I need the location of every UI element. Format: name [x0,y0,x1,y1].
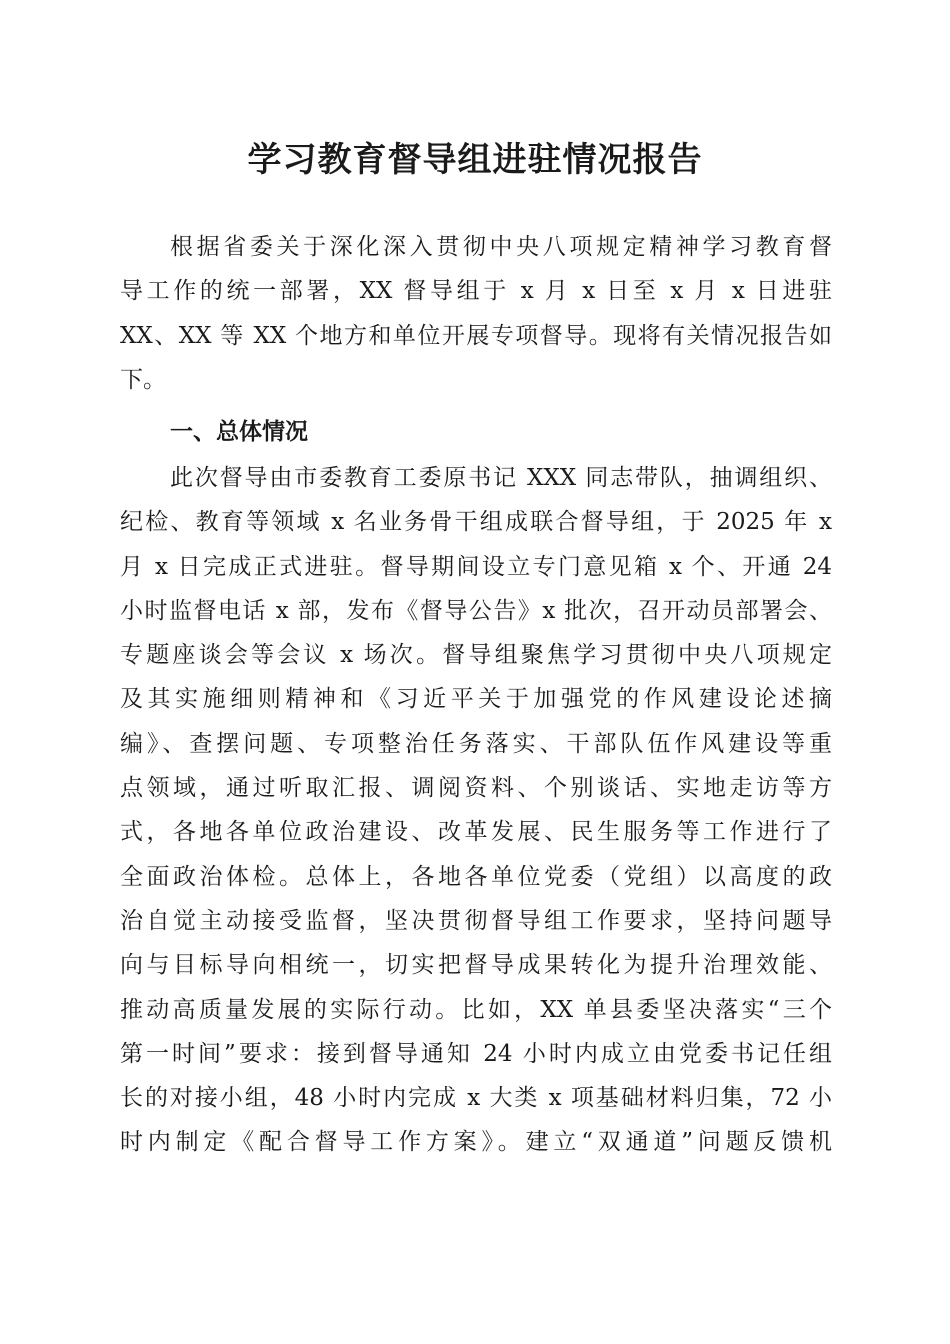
text-line: 全面政治体检。总体上，各地各单位党委（党组）以高度的政 [120,863,832,890]
text-line: 式，各地各单位政治建设、改革发展、民生服务等工作进行了 [120,819,832,846]
text-line: 专题座谈会等会议 x 场次。督导组聚焦学习贯彻中央八项规定 [120,642,832,669]
text-line: 下。 [120,366,166,393]
document-title: 学习教育督导组进驻情况报告 [247,140,703,180]
text-line: 及其实施细则精神和《习近平关于加强党的作风建设论述摘 [120,686,832,713]
text-line: 纪检、教育等领域 x 名业务骨干组成联合督导组，于 2025 年 x [120,509,832,536]
text-line: 时内制定《配合督导工作方案》。建立“双通道”问题反馈机 [120,1129,832,1156]
section-heading: 一、总体情况 [170,419,308,445]
text-line: 导工作的统一部署，XX 督导组于 x 月 x 日至 x 月 x 日进驻 [120,278,832,305]
text-line: 向与目标导向相统一，切实把督导成果转化为提升治理效能、 [120,952,832,979]
text-line: 长的对接小组，48 小时内完成 x 大类 x 项基础材料归集，72 小 [120,1085,832,1112]
text-line: 点领域，通过听取汇报、调阅资料、个别谈话、实地走访等方 [120,775,832,802]
text-line: 编》、查摆问题、专项整治任务落实、干部队伍作风建设等重 [120,730,832,757]
section-1 [120,410,832,454]
text-line: 第一时间”要求：接到督导通知 24 小时内成立由党委书记任组 [120,1040,832,1067]
text-line: 根据省委关于深化深入贯彻中央八项规定精神学习教育督 [170,234,832,260]
text-line: 推动高质量发展的实际行动。比如，XX 单县委坚决落实“三个 [120,996,832,1023]
text-line: 治自觉主动接受监督，坚决贯彻督导组工作要求，坚持问题导 [120,907,832,934]
section-1-paragraph [120,456,832,1165]
intro-paragraph [120,225,832,402]
text-line: 小时监督电话 x 部，发布《督导公告》x 批次，召开动员部署会、 [120,597,832,624]
text-line: 月 x 日完成正式进驻。督导期间设立专门意见箱 x 个、开通 24 [120,553,832,580]
text-line: 此次督导由市委教育工委原书记 XXX 同志带队，抽调组织、 [170,465,832,491]
text-line: XX、XX 等 XX 个地方和单位开展专项督导。现将有关情况报告如 [120,322,832,349]
